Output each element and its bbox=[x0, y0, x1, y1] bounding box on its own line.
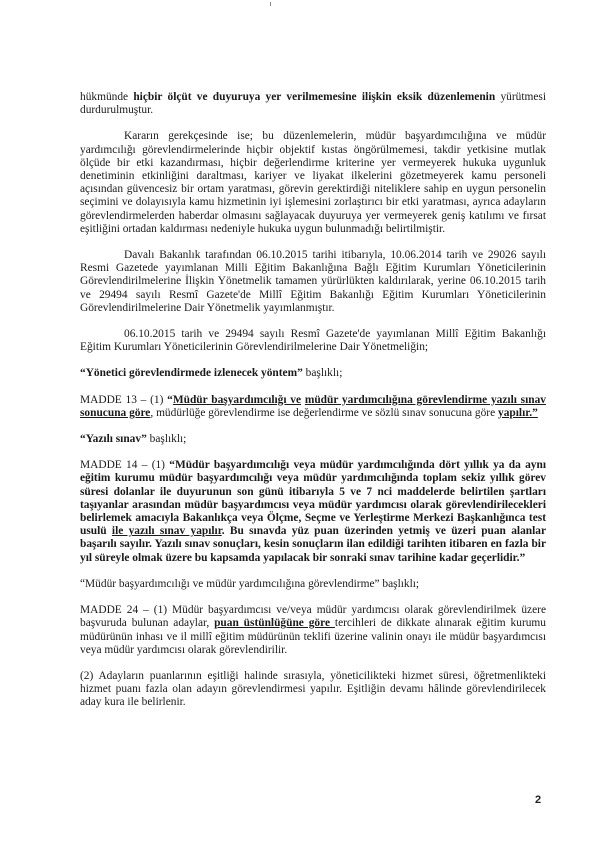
heading-yazili-sinav: “Yazılı sınav” başlıklı; bbox=[80, 433, 187, 446]
madde-14: MADDE 14 – (1) “Müdür başyardımcılığı veya müdür yardımcılığında dört yıllık ya da aynı eğitim kurumu müdür başyardımcılığı veya müdür yardımcılığında toplam sekiz yıllık görev süresi dolanlar ile duyurunun son günü itibarıyla 5 ve 7 nci maddelerde belirtilen şartları taşıyanlar arasından müdür başyardımcısı veya müdür yardımcısı olarak görevlendirilecekleri belirlemek amacıyla Bakanlıkça veya Ölçme, Seçme ve Yerleştirme Merkezi Başkanlığınca test usulü ile yazılı sınav yapılır. Bu sınavda yüz puan üzerinden yetmiş ve üzeri puan alanlar başarılı sayılır. Yazılı sınav sonuçları, kesin sonuçların ilan edildiği tarihten itibaren en fazla bir yıl süreyle olmak üzere bu kapsamda yapılacak bir sonraki sınav tarihine kadar geçerlidir.” bbox=[80, 459, 547, 564]
heading-yonetici: “Yönetici görevlendirmede izlenecek yöntem” başlıklı; bbox=[80, 367, 343, 380]
paragraph-3: Davalı Bakanlık tarafından 06.10.2015 tarihi itibarıyla, 10.06.2014 tarih ve 29026 sayılı Resmi Gazetede yayımlanan Milli Eğitim Bakanlığına Bağlı Eğitim Kurumları Yöneticilerinin Görevlendirilmelerine İlişkin Yönetmelik tamamen yürürlükten kaldırılarak, yerine 06.10.2015 tarih ve 29494 sayılı Resmî Gazete'de Millî Eğitim Bakanlığı Eğitim Kurumları Yöneticilerinin Görevlendirilmelerine Dair Yönetmelik yayımlanmıştır. bbox=[80, 249, 546, 314]
madde-13: MADDE 13 – (1) “Müdür başyardımcılığı ve müdür yardımcılığına görevlendirme yazılı sınav sonucuna göre, müdürlüğe görevlendirme ise değerlendirme ve sözlü sınav sonucuna göre yapılır.” bbox=[80, 393, 546, 419]
page-number: 2 bbox=[535, 794, 542, 806]
madde-24: MADDE 24 – (1) Müdür başyardımcısı ve/veya müdür yardımcısı olarak görevlendirilmek üzere başvuruda bulunan adaylar, puan üstünlüğüne göre tercihleri de dikkate alınarak eğitim kurumu müdürünün inhası ve il millî eğitim müdürünün teklifi üzerine valinin onayı ile müdür başyardımcısı veya müdür yardımcısı olarak görevlendirilir. bbox=[80, 604, 546, 656]
scan-mark bbox=[270, 2, 271, 6]
paragraph-2: Kararın gerekçesinde ise; bu düzenlemelerin, müdür başyardımcılığına ve müdür yardımcılığı görevlendirmelerinde hiçbir objektif kıstas öngörülmemesi, takdir yetkisine mutlak ölçüde bir etki kazandırması, hiçbir değerlendirme kriterine yer vermeyerek hukuka uygunluk denetiminin etkinliğini daraltması, kariyer ve liyakat ilkelerini gözetmeyerek kamu personeli açısından güvencesiz bir ortam yaratması, görevin gerektirdiği niteliklere sahip en uygun personelin seçimini ve dolayısıyla kamu hizmetinin iyi işlemesini zorlaştırıcı bir etki yaratması, ayrıca adayların görevlendirmelerden haberdar olmasını sağlayacak duyuruya yer vermeyerek geniş katılımı ve fırsat eşitliğini ortadan kaldırması nedeniyle hukuka uygun bulunmadığı belirtilmiştir. bbox=[80, 130, 546, 235]
bold-text: hiçbir ölçüt ve duyuruya yer verilmemesine ilişkin eksik düzenlemenin bbox=[133, 91, 496, 103]
document-page bbox=[80, 91, 546, 710]
madde-24-2: (2) Adayların puanlarının eşitliği halinde sırasıyla, yöneticilikteki hizmet süresi, öğretmenlikteki hizmet puanı fazla olan adayın görevlendirmesi yapılır. Eşitliğin devamı hâlinde görevlendirilecek aday kura ile belirlenir. bbox=[80, 669, 546, 709]
paragraph-4: 06.10.2015 tarih ve 29494 sayılı Resmî Gazete'de yayımlanan Millî Eğitim Bakanlığı Eğitim Kurumları Yöneticilerinin Görevlendirilmelerine Dair Yönetmeliğin; bbox=[80, 328, 546, 354]
paragraph-1: hükmünde hiçbir ölçüt ve duyuruya yer verilmemesine ilişkin eksik düzenlemenin yürütmesi durdurulmuştur. bbox=[80, 91, 546, 117]
heading-gorevlendirme: “Müdür başyardımcılığı ve müdür yardımcılığına görevlendirme” başlıklı; bbox=[80, 577, 420, 590]
